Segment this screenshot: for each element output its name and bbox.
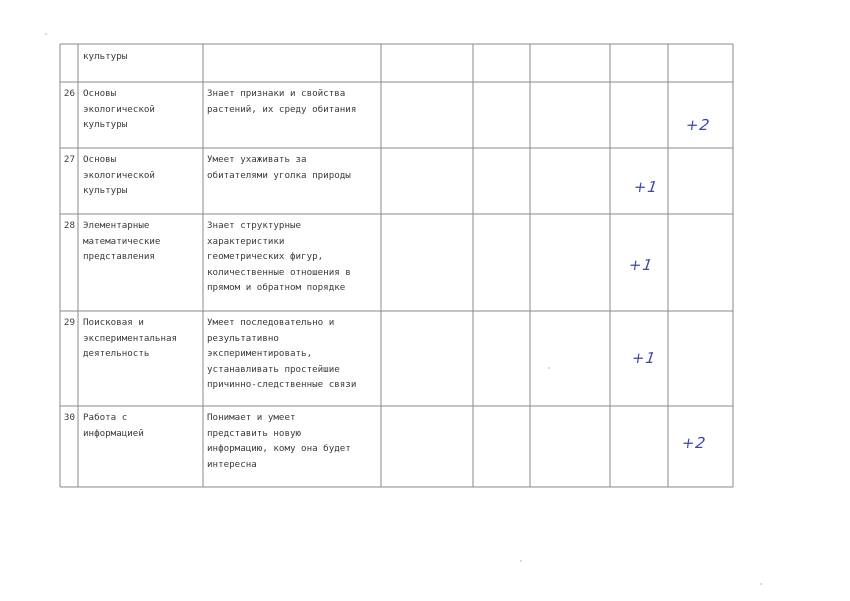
row-area-cell: Основы экологической культуры — [83, 88, 155, 130]
row-number: 28 — [63, 220, 75, 231]
row-criterion-cell: Знает структурные характеристики геометрических фигур, количественные отношения в прямом и обратном порядке — [207, 220, 351, 293]
scan-speck — [45, 33, 47, 35]
row-number: 30 — [63, 412, 75, 423]
handwritten-mark: +2 — [684, 116, 712, 134]
row-number: 27 — [63, 154, 75, 165]
handwritten-mark: +1 — [630, 349, 658, 367]
row-number: 29 — [63, 317, 75, 328]
row-criterion-cell: Умеет последовательно и результативно экспериментировать, устанавливать простейшие причинно-следственные связи — [207, 317, 357, 390]
row-number: 26 — [63, 88, 75, 99]
row-area-cell: Основы экологической культуры — [83, 154, 155, 196]
row-area-cell: культуры — [83, 51, 128, 62]
row-area-cell: Элементарные математические представления — [83, 220, 161, 262]
row-area-cell: Поисковая и экспериментальная деятельность — [83, 317, 178, 359]
row-criterion-cell: Умеет ухаживать за обитателями уголка природы — [207, 154, 351, 181]
row-criterion-cell: Знает признаки и свойства растений, их среду обитания — [207, 88, 357, 115]
handwritten-mark: +2 — [680, 434, 708, 452]
scan-speck — [520, 560, 522, 562]
scan-speck — [760, 583, 762, 585]
handwritten-mark: +1 — [632, 178, 660, 196]
row-area-cell: Работа с информацией — [83, 412, 144, 439]
row-criterion-cell: Понимает и умеет представить новую информацию, кому она будет интересна — [207, 412, 351, 470]
handwritten-mark: +1 — [627, 256, 655, 274]
scan-speck — [548, 367, 550, 369]
